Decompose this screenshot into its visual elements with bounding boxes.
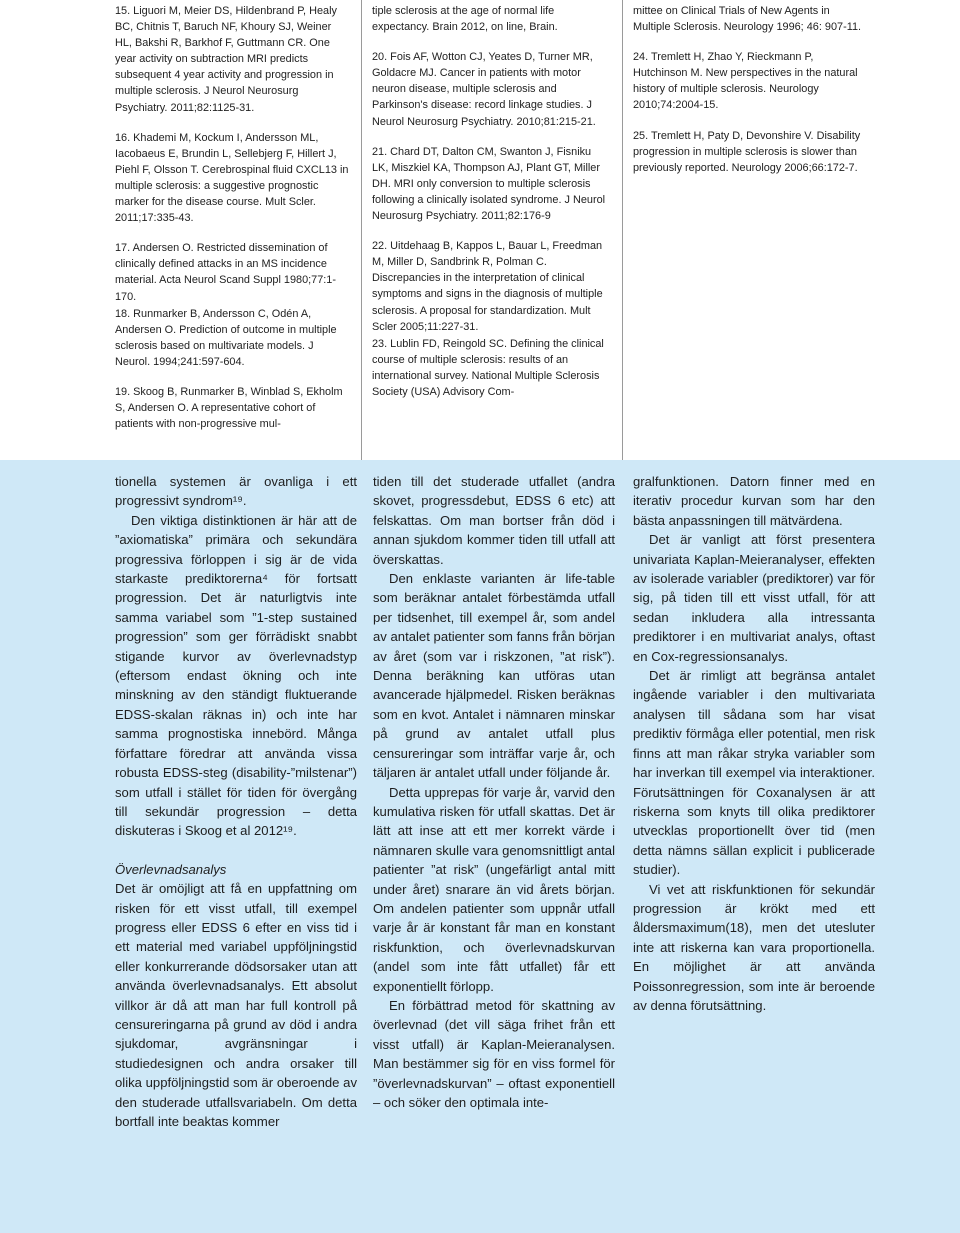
reference-20: 20. Fois AF, Wotton CJ, Yeates D, Turner MR, Goldacre MJ. Cancer in patients with motor neuron disease, multiple sclerosis and Parkinson's disease: record linkage studies. J Neurol Neurosurg Psychiatry. 2010;81:215-21. [372, 51, 596, 128]
reference-18: 18. Runmarker B, Andersson C, Odén A, Andersen O. Prediction of outcome in multiple sclerosis based on multivariate models. J Neurol. 1994;241:597-604. [115, 307, 337, 368]
paragraph: Vi vet att riskfunktionen för sekundär progression är krökt med ett åldersmaximum(18), men det utesluter inte att riskerna kan vara proportionella. En möjlighet är att använda Poissonregression, som inte är beroende av denna förutsättning. [633, 881, 875, 1013]
reference-19-continued: tiple sclerosis at the age of normal life expectancy. Brain 2012, on line, Brain. [372, 5, 558, 34]
reference-23-continued: mittee on Clinical Trials of New Agents in Multiple Sclerosis. Neurology 1996; 46: 907-11. [633, 5, 862, 34]
references-section [0, 0, 960, 460]
column-divider [622, 0, 623, 460]
reference-24: 24. Tremlett H, Zhao Y, Rieckmann P, Hutchinson M. New perspectives in the natural history of multiple sclerosis. Neurology 2010;74:2004-15. [633, 51, 858, 112]
reference-22: 22. Uitdehaag B, Kappos L, Bauar L, Freedman M, Miller D, Sandbrink R, Polman C. Discrepancies in the interpretation of clinical symptoms and signs in the diagnosis of multiple sclerosis. A proposal for standardization. Mult Scler 2005;11:227-31. [372, 240, 603, 333]
paragraph: Den enklaste varianten är life-table som beräknar antalet förbestämda utfall per tidsenhet, till exempel år, som andel av antalet patienter som fanns från början av året (som var i riskzonen, ”at risk”). Denna beräkning kan utföras utan avancerade hjälpmedel. Risken beräknas som en kvot. Antalet i nämnaren minskar på grund av antalet utfall plus censureringar som inträffar varje år, och täljaren är antalet utfall under följande år. [373, 571, 615, 781]
article-body [0, 460, 960, 1233]
paragraph: En förbättrad metod för skattning av överlevnad (det vill säga frihet från ett visst utfall) är Kaplan-Meieranalysen. Man bestämmer sig för en viss formel för ”överlevnadskurvan” – oftast exponentiell – och söker den optimala inte- [373, 997, 615, 1110]
paragraph: Det är rimligt att begränsa antalet ingående variabler i den multivariata analysen till sådana som har visat prediktiv förmåga eller potential, men risk finns att man råkar stryka variabler som har inverkan till exempel via interaktioner. Förutsättningen för Coxanalysen är att riskerna som knyts till olika prediktorer utvecklas proportionellt över tid (men detta nämns sällan explicit i publicerade studier). [633, 668, 875, 878]
paragraph: tionella systemen är ovanliga i ett progressivt syndrom¹⁹. [115, 474, 357, 509]
reference-15: 15. Liguori M, Meier DS, Hildenbrand P, Healy BC, Chitnis T, Baruch NF, Khoury SJ, Weiner HL, Bakshi R, Barkhof F, Guttmann CR. One year activity on subtraction MRI predicts subsequent 4 year activity and progression in multiple sclerosis. J Neurol Neurosurg Psychiatry. 2011;82:1125-31. [115, 5, 337, 114]
article-column-3 [633, 472, 875, 1015]
article-column-1 [115, 472, 357, 1131]
reference-16: 16. Khademi M, Kockum I, Andersson ML, Iacobaeus E, Brundin L, Sellebjerg F, Hillert J, Piehl F, Olsson T. Cerebrospinal fluid CXCL13 in multiple sclerosis: a suggestive prognostic marker for the disease course. Mult Scler. 2011;17:335-43. [115, 131, 349, 225]
reference-25: 25. Tremlett H, Paty D, Devonshire V. Disability progression in multiple sclerosis is slower than previously reported. Neurology 2006;66:172-7. [633, 129, 861, 174]
article-column-2 [373, 472, 615, 1112]
paragraph: Det är omöjligt att få en uppfattning om risken för ett visst utfall, till exempel progress eller EDSS 6 efter en viss tid i ett material med variabel uppföljningstid eller konkurrerande dödsorsaker utan att använda överlevnadsanalys. Ett absolut villkor är då att man har full kontroll på censureringarna på grund av död i andra sjukdomar, avgränsningar i studiedesignen och andra orsaker till olika uppföljningstid som är oberoende av den studerade utfallsvariabeln. Om detta bortfall inte beaktas kommer [115, 881, 357, 1129]
paragraph: Den viktiga distinktionen är här att de ”axiomatiska” primära och sekundära progressiva förloppen i sig är de vida starkaste prediktorerna⁴ för fortsatt progression. Det är naturligtvis inte samma variabel som ”1-step sustained progression” som ger förrädiskt snabbt stigande kurvor av överlevnadstyp (eftersom endast ökning och inte minskning av den ständigt fluktuerande EDSS-skalan räknas in) och inte har samma prognostiska innebörd. Många författare föredrar att använda vissa robusta EDSS-steg (disability-”milstenar”) som utfall i stället för tiden för övergång till sekundär progression – detta diskuteras i Skoog et al 2012¹⁹. [115, 512, 357, 839]
section-heading: Överlevnadsanalys [115, 861, 227, 877]
reference-19: 19. Skoog B, Runmarker B, Winblad S, Ekholm S, Andersen O. A representative cohort of patients with non-progressive mul- [115, 385, 343, 431]
references-column-3 [633, 3, 869, 190]
reference-21: 21. Chard DT, Dalton CM, Swanton J, Fisniku LK, Miszkiel KA, Thompson AJ, Plant GT, Miller DH. MRI only conversion to multiple sclerosis following a clinically isolated syndrome. J Neurol Neurosurg Psychiatry. 2011;82:176-9 [372, 145, 606, 223]
references-column-2 [372, 3, 608, 414]
paragraph: gralfunktionen. Datorn finner med en iterativ procedur kurvan som har den bästa anpassningen till mätvärdena. [633, 474, 875, 528]
reference-23: 23. Lublin FD, Reingold SC. Defining the clinical course of multiple sclerosis: results of an international survey. National Multiple Sclerosis Society (USA) Advisory Com- [372, 337, 604, 398]
column-divider [361, 0, 362, 460]
paragraph: tiden till det studerade utfallet (andra skovet, progressdebut, EDSS 6 etc) att felskattas. Om man bortser från död i annan sjukdom kommer tiden till utfall att överskattas. [373, 474, 615, 567]
reference-17: 17. Andersen O. Restricted dissemination of clinically defined attacks in an MS incidence material. Acta Neurol Scand Suppl 1980;77:1-170. [115, 242, 336, 303]
paragraph: Detta upprepas för varje år, varvid den kumulativa risken för utfall skattas. Det är lätt att inse att ett mer korrekt värde i nämnaren skulle vara genomsnittligt antal patienter ”at risk” (ungefärligt antal mitt under året) snarare än vid årets början. Om andelen patienter som uppnår utfall varje år är konstant får man en konstant riskfunktion, och överlevnadskurvan (andel som inte fått utfallet) får ett exponentiellt förlopp. [373, 784, 615, 994]
references-column-1 [115, 3, 351, 446]
paragraph: Det är vanligt att först presentera univariata Kaplan-Meieranalyser, effekten av isolerade variabler (prediktorer) var för sig, på tiden till ett visst utfall, för att sedan inkludera alla intressanta prediktorer i en multivariat analys, oftast en Cox-regressionsanalys. [633, 532, 875, 664]
